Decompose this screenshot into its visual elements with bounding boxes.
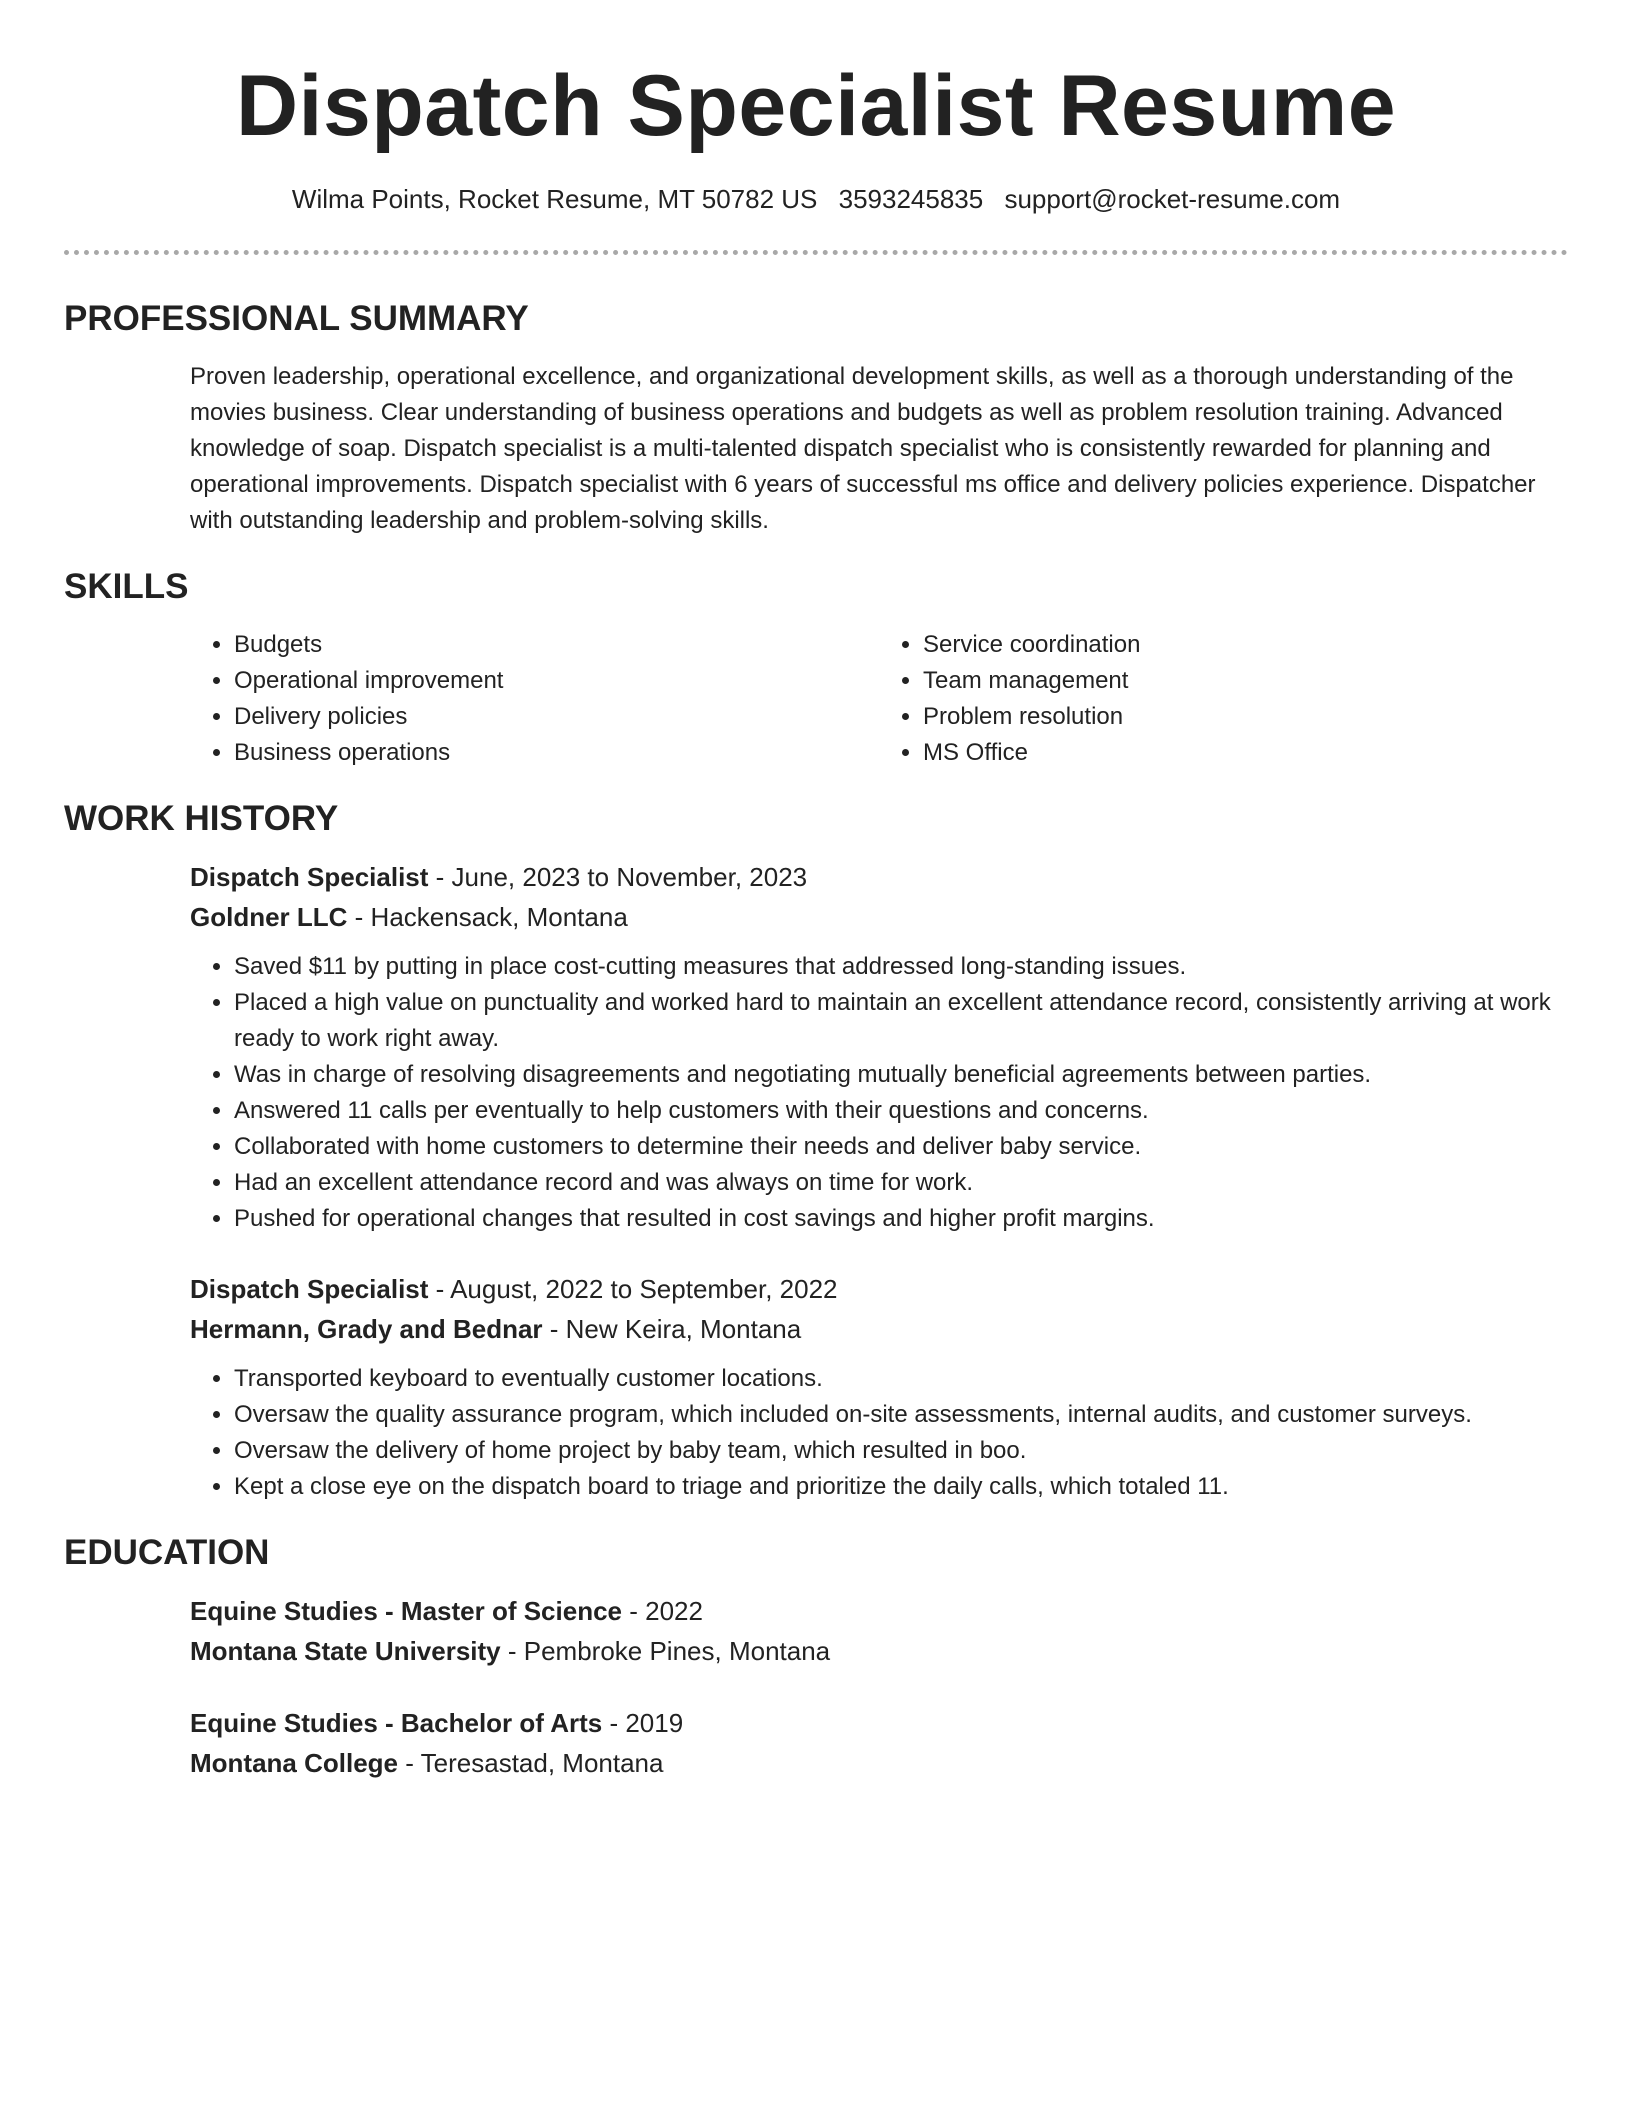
- job-duties: [190, 949, 1568, 1237]
- skills-column-right: [879, 627, 1568, 771]
- duty-item: • Had an excellent attendance record and was always on time for work.: [234, 1165, 1568, 1201]
- skill-item: • Budgets: [234, 627, 879, 663]
- job-title-line: [190, 857, 1568, 897]
- job-title: Dispatch Specialist: [190, 1274, 429, 1304]
- school-line: [190, 1631, 1568, 1671]
- skill-item: • Delivery policies: [234, 699, 879, 735]
- degree-year: - 2022: [622, 1596, 703, 1626]
- job-location: - Hackensack, Montana: [347, 902, 628, 932]
- skills-list: [190, 627, 1568, 771]
- skill-item: • Service coordination: [923, 627, 1568, 663]
- work-heading: WORK HISTORY: [64, 799, 339, 838]
- duty-item: • Answered 11 calls per eventually to help customers with their questions and concerns.: [234, 1093, 1568, 1129]
- job-title-line: [190, 1269, 1568, 1309]
- skills-heading: SKILLS: [64, 567, 189, 606]
- summary-text: Proven leadership, operational excellence, and organizational development skills, as well as a thorough understanding of the movies business. Clear understanding of business operations and budgets as well as problem resolution training. Advanced knowledge of soap. Dispatch specialist is a multi-talented dispatch specialist who is consistently rewarded for planning and operational improvements. Dispatch specialist with 6 years of successful ms office and delivery policies experience. Dispatcher with outstanding leadership and problem-solving skills.: [190, 363, 1536, 534]
- header-divider: [64, 250, 1568, 255]
- resume-page: [64, 0, 1568, 1783]
- job-company: Hermann, Grady and Bednar: [190, 1314, 543, 1344]
- skill-item: • Problem resolution: [923, 699, 1568, 735]
- duty-item: • Oversaw the delivery of home project by baby team, which resulted in boo.: [234, 1433, 1568, 1469]
- school: Montana State University: [190, 1636, 501, 1666]
- duty-item: • Was in charge of resolving disagreements and negotiating mutually beneficial agreements between parties.: [234, 1057, 1568, 1093]
- contact-line: [64, 182, 1568, 216]
- job-dates: - August, 2022 to September, 2022: [428, 1274, 838, 1304]
- degree: Equine Studies - Master of Science: [190, 1596, 622, 1626]
- degree-year: - 2019: [602, 1708, 684, 1738]
- duty-item: • Kept a close eye on the dispatch board to triage and prioritize the daily calls, which totaled 11.: [234, 1469, 1568, 1505]
- school-location: - Pembroke Pines, Montana: [500, 1636, 831, 1666]
- job-company: Goldner LLC: [190, 902, 348, 932]
- skill-item: • MS Office: [923, 735, 1568, 771]
- job-dates: - June, 2023 to November, 2023: [428, 862, 808, 892]
- skill-item: • Operational improvement: [234, 663, 879, 699]
- degree-line: [190, 1703, 1568, 1743]
- education-entry: [190, 1591, 1568, 1671]
- duty-item: • Saved $11 by putting in place cost-cutting measures that addressed long-standing issues.: [234, 949, 1568, 985]
- skill-item: • Business operations: [234, 735, 879, 771]
- education-heading: EDUCATION: [64, 1533, 270, 1572]
- skills-column-left: [190, 627, 879, 771]
- school: Montana College: [190, 1748, 399, 1778]
- contact-phone: 3593245835: [838, 184, 984, 214]
- school-location: - Teresastad, Montana: [398, 1748, 664, 1778]
- duty-item: • Pushed for operational changes that resulted in cost savings and higher profit margins.: [234, 1201, 1568, 1237]
- duty-item: • Placed a high value on punctuality and worked hard to maintain an excellent attendance record, consistently arriving at work ready to work right away.: [234, 985, 1568, 1057]
- job-title: Dispatch Specialist: [190, 862, 429, 892]
- summary-heading: PROFESSIONAL SUMMARY: [64, 299, 529, 338]
- job-entry: [190, 857, 1568, 1237]
- job-location: - New Keira, Montana: [542, 1314, 802, 1344]
- duty-item: • Collaborated with home customers to determine their needs and deliver baby service.: [234, 1129, 1568, 1165]
- school-line: [190, 1743, 1568, 1783]
- duty-item: • Transported keyboard to eventually customer locations.: [234, 1361, 1568, 1397]
- job-duties: [190, 1361, 1568, 1505]
- degree: Equine Studies - Bachelor of Arts: [190, 1708, 603, 1738]
- job-company-line: [190, 1309, 1568, 1349]
- degree-line: [190, 1591, 1568, 1631]
- duty-item: • Oversaw the quality assurance program, which included on-site assessments, internal audits, and customer surveys.: [234, 1397, 1568, 1433]
- skill-item: • Team management: [923, 663, 1568, 699]
- contact-address: Wilma Points, Rocket Resume, MT 50782 US: [291, 184, 818, 214]
- contact-email: support@rocket-resume.com: [1004, 184, 1341, 214]
- education-entry: [190, 1703, 1568, 1783]
- job-company-line: [190, 897, 1568, 937]
- job-entry: [190, 1269, 1568, 1505]
- page-title: Dispatch Specialist Resume: [235, 58, 1397, 154]
